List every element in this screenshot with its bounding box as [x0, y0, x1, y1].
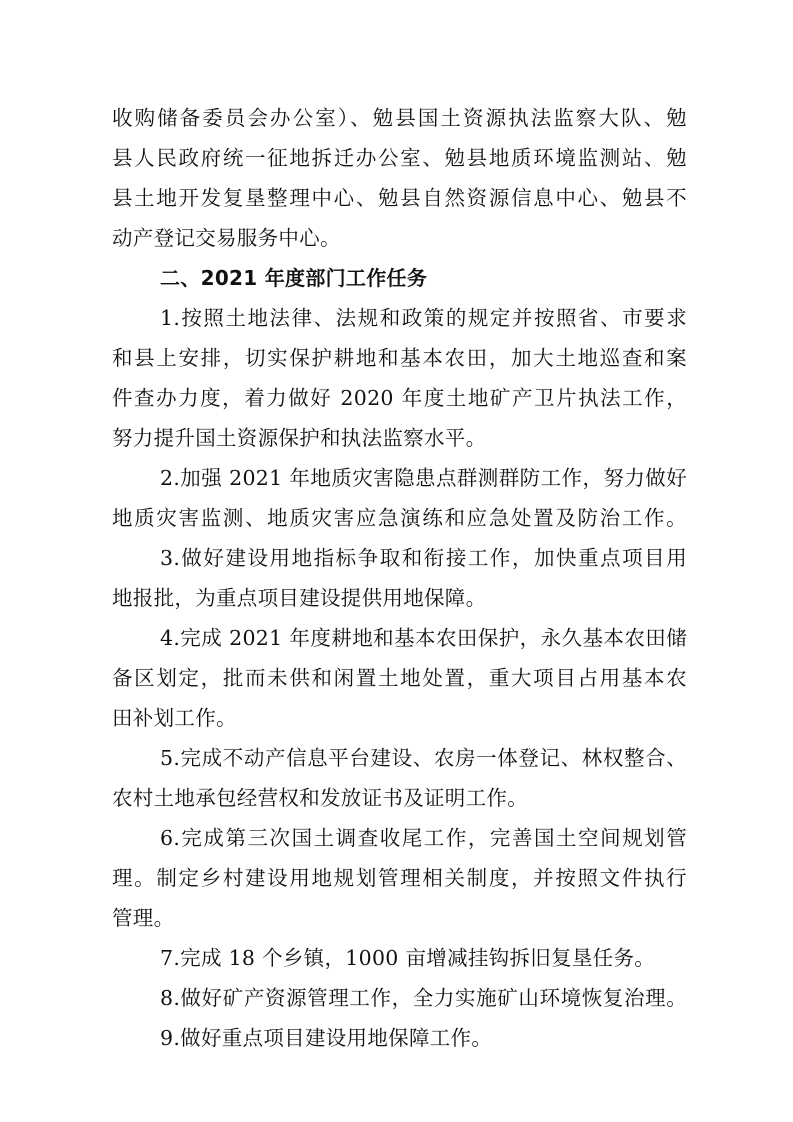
paragraph-line: 6.完成第三次国土调查收尾工作，完善国土空间规划管: [160, 826, 687, 850]
paragraph-line: 理。制定乡村建设用地规划管理相关制度，并按照文件执行: [112, 866, 687, 890]
paragraph-line: 动产登记交易服务中心。: [112, 226, 341, 250]
paragraph-line: 1.按照土地法律、法规和政策的规定并按照省、市要求: [160, 306, 687, 330]
paragraph-line: 件查办力度，着力做好 2020 年度土地矿产卫片执法工作，: [112, 386, 687, 410]
paragraph-line: 8.做好矿产资源管理工作，全力实施矿山环境恢复治理。: [160, 986, 687, 1010]
paragraph-line: 地报批，为重点项目建设提供用地保障。: [112, 586, 487, 610]
document-body: [112, 98, 687, 1058]
paragraph-line: 县人民政府统一征地拆迁办公室、勉县地质环境监测站、勉: [112, 146, 687, 170]
paragraph-line: 2.加强 2021 年地质灾害隐患点群测群防工作，努力做好: [160, 466, 687, 490]
paragraph-line: 3.做好建设用地指标争取和衔接工作，加快重点项目用: [160, 546, 687, 570]
paragraph-line: 努力提升国土资源保护和执法监察水平。: [112, 426, 487, 450]
paragraph-line: 备区划定，批而未供和闲置土地处置，重大项目占用基本农: [112, 666, 687, 690]
paragraph-line: 7.完成 18 个乡镇，1000 亩增减挂钩拆旧复垦任务。: [160, 946, 656, 970]
section-heading: 二、2021 年度部门工作任务: [160, 266, 428, 290]
paragraph-line: 9.做好重点项目建设用地保障工作。: [160, 1026, 493, 1050]
paragraph-line: 收购储备委员会办公室）、勉县国土资源执法监察大队、勉: [112, 106, 687, 130]
paragraph-line: 县土地开发复垦整理中心、勉县自然资源信息中心、勉县不: [112, 186, 687, 210]
paragraph-line: 5.完成不动产信息平台建设、农房一体登记、林权整合、: [160, 746, 687, 770]
paragraph-line: 管理。: [112, 906, 175, 930]
paragraph-line: 农村土地承包经营权和发放证书及证明工作。: [112, 786, 528, 810]
paragraph-line: 地质灾害监测、地质灾害应急演练和应急处置及防治工作。: [112, 506, 687, 530]
paragraph-line: 和县上安排，切实保护耕地和基本农田，加大土地巡查和案: [112, 346, 687, 370]
paragraph-line: 田补划工作。: [112, 706, 237, 730]
paragraph-line: 4.完成 2021 年度耕地和基本农田保护，永久基本农田储: [160, 626, 687, 650]
